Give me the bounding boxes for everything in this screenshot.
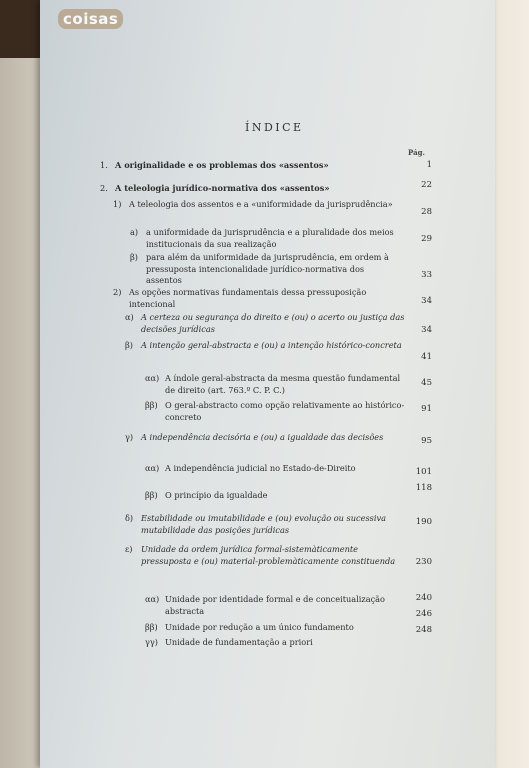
toc-entry-page: 248 [415, 625, 432, 635]
toc-entry-text: O geral-abstracto como opção relativamente ao histórico-concreto [165, 400, 405, 422]
toc-entry-number: β) [130, 252, 138, 262]
toc-entry-number: ββ) [145, 490, 158, 500]
toc-entry-text: Unidade por identidade formal e de conceitualização abstracta [165, 594, 385, 616]
toc-entry-page: 22 [421, 180, 432, 190]
toc-entry-text: para além da uniformidade da jurisprudência, em ordem à pressuposta intencionalidade jurídico-normativa dos assentos [146, 252, 389, 285]
toc-entry-number: α) [125, 312, 134, 322]
book-page [40, 0, 495, 768]
toc-entry-page: 41 [421, 352, 432, 362]
toc-entry-text: O princípio da igualdade [165, 490, 268, 500]
toc-entry-page: 246 [415, 609, 432, 619]
toc-entry-number: δ) [125, 513, 134, 523]
toc-entry-number: β) [125, 340, 133, 350]
toc-entry-number: 2) [113, 287, 122, 297]
toc-entry-number: αα) [145, 373, 160, 383]
toc-entry-page: 34 [421, 325, 432, 335]
toc-entry-number: 2. [100, 183, 108, 193]
toc-entry-page: 1 [426, 160, 432, 170]
toc-entry-text: As opções normativas fundamentais dessa pressuposição intencional [129, 287, 367, 309]
toc-entry-number: γ) [125, 432, 134, 442]
toc-entry-text: A independência decisória e (ou) a igualdade das decisões [141, 432, 384, 442]
toc-entry-page: 91 [421, 404, 432, 414]
toc-entry-page: 190 [415, 517, 432, 527]
toc-entry-text: a uniformidade da jurisprudência e a pluralidade dos meios institucionais da sua realização [146, 227, 394, 249]
toc-entry-page: 33 [421, 270, 432, 280]
page-column-header: Pág. [408, 148, 425, 157]
toc-entry-page: 118 [415, 483, 432, 493]
toc-entry-text: A teleologia dos assentos e a «uniformidade da jurisprudência» [129, 199, 393, 209]
toc-entry-page: 240 [415, 593, 432, 603]
toc-entry-page: 230 [415, 557, 432, 567]
toc-entry-text: A independência judicial no Estado-de-Direito [165, 463, 356, 473]
toc-entry-number: ββ) [145, 622, 158, 632]
toc-entry-text: Estabilidade ou imutabilidade e (ou) evolução ou sucessiva mutabilidade das posições jurídicas [141, 513, 386, 535]
toc-entry-text: Unidade de fundamentação a priori [165, 637, 313, 647]
toc-entry-number: ββ) [145, 400, 158, 410]
toc-entry-number: 1) [113, 199, 122, 209]
watermark-logo: coisas [58, 9, 123, 29]
toc-title: ÍNDICE [245, 121, 304, 134]
toc-entry-page: 29 [421, 234, 432, 244]
toc-entry-number: αα) [145, 463, 160, 473]
toc-entry-number: 1. [100, 160, 108, 170]
toc-entry-page: 95 [421, 436, 432, 446]
toc-entry-number: γγ) [145, 637, 158, 647]
toc-entry-text: A teleologia jurídico-normativa dos «assentos» [115, 183, 330, 193]
toc-entry-text: A índole geral-abstracta da mesma questão fundamental de direito (art. 763.º C. P. C.) [165, 373, 401, 395]
toc-entry-page: 34 [421, 296, 432, 306]
toc-entry-page: 101 [415, 467, 432, 477]
toc-entry-text: A originalidade e os problemas dos «assentos» [115, 160, 329, 170]
toc-entry-number: ε) [125, 544, 133, 554]
toc-entry-text: A intenção geral-abstracta e (ou) a intenção histórico-concreta [141, 340, 402, 350]
toc-entry-number: αα) [145, 594, 160, 604]
toc-entry-text: Unidade da ordem jurídica formal-sistemàticamente pressuposta e (ou) material-problemàticamente constituenda [141, 544, 396, 566]
toc-entry-page: 28 [421, 207, 432, 217]
toc-entry-number: a) [130, 227, 139, 237]
toc-entry-text: Unidade por redução a um único fundamento [165, 622, 354, 632]
toc-entry-page: 45 [421, 378, 432, 388]
toc-entry-text: A certeza ou segurança do direito e (ou) o acerto ou justiça das decisões jurídicas [141, 312, 405, 334]
